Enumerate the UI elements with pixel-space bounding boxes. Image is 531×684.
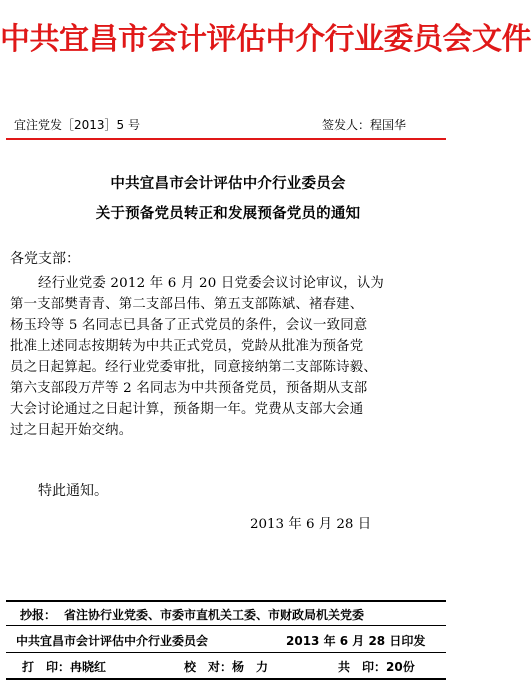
red-divider <box>6 138 446 140</box>
footer-rule <box>6 652 446 653</box>
body-line: 大会讨论通过之日起计算，预备期一年。党费从支部大会通 <box>10 402 364 417</box>
body-line: 第一支部樊青青、第二支部吕伟、第五支部陈斌、褚春建、 <box>10 297 364 312</box>
document-header-title: 中共宜昌市会计评估中介行业委员会文件 <box>0 22 531 57</box>
document-number: 宜注党发［2013］5 号 <box>14 118 140 132</box>
body-line: 杨玉玲等 5 名同志已具备了正式党员的条件，会议一致同意 <box>10 318 368 333</box>
notice-title-line-2: 关于预备党员转正和发展预备党员的通知 <box>95 206 361 222</box>
footer-rule <box>6 625 446 626</box>
body-line: 员之日起算起。经行业党委审批，同意接纳第二支部陈诗毅、 <box>10 360 377 375</box>
closing-remark: 特此通知。 <box>38 483 108 499</box>
body-paragraph <box>10 273 434 441</box>
body-line: 第六支部段万芹等 2 名同志为中共预备党员，预备期从支部 <box>10 381 368 396</box>
document-date: 2013 年 6 月 28 日 <box>250 517 372 532</box>
footer-bottom-rule <box>6 678 446 680</box>
footer-top-rule <box>6 600 446 602</box>
copy-count: 共 印：20份 <box>338 660 415 674</box>
issue-date: 2013 年 6 月 28 日印发 <box>286 634 426 648</box>
cc-recipients: 省注协行业党委、市委市直机关工委、市财政局机关党委 <box>64 608 365 622</box>
cc-label: 抄报： <box>20 608 57 622</box>
issuing-organization: 中共宜昌市会计评估中介行业委员会 <box>16 634 209 648</box>
body-line: 经行业党委 2012 年 6 月 20 日党委会议讨论审议，认为 <box>38 276 384 291</box>
signer: 签发人：程国华 <box>322 118 407 132</box>
proofreader: 校 对：杨 力 <box>184 660 269 674</box>
body-line: 批准上述同志按期转为中共正式党员，党龄从批准为预备党 <box>10 339 364 354</box>
salutation: 各党支部： <box>10 251 80 267</box>
body-line: 过之日起开始交纳。 <box>10 423 133 438</box>
notice-title-line-1: 中共宜昌市会计评估中介行业委员会 <box>110 176 346 192</box>
typist: 打 印：冉晓红 <box>22 660 107 674</box>
